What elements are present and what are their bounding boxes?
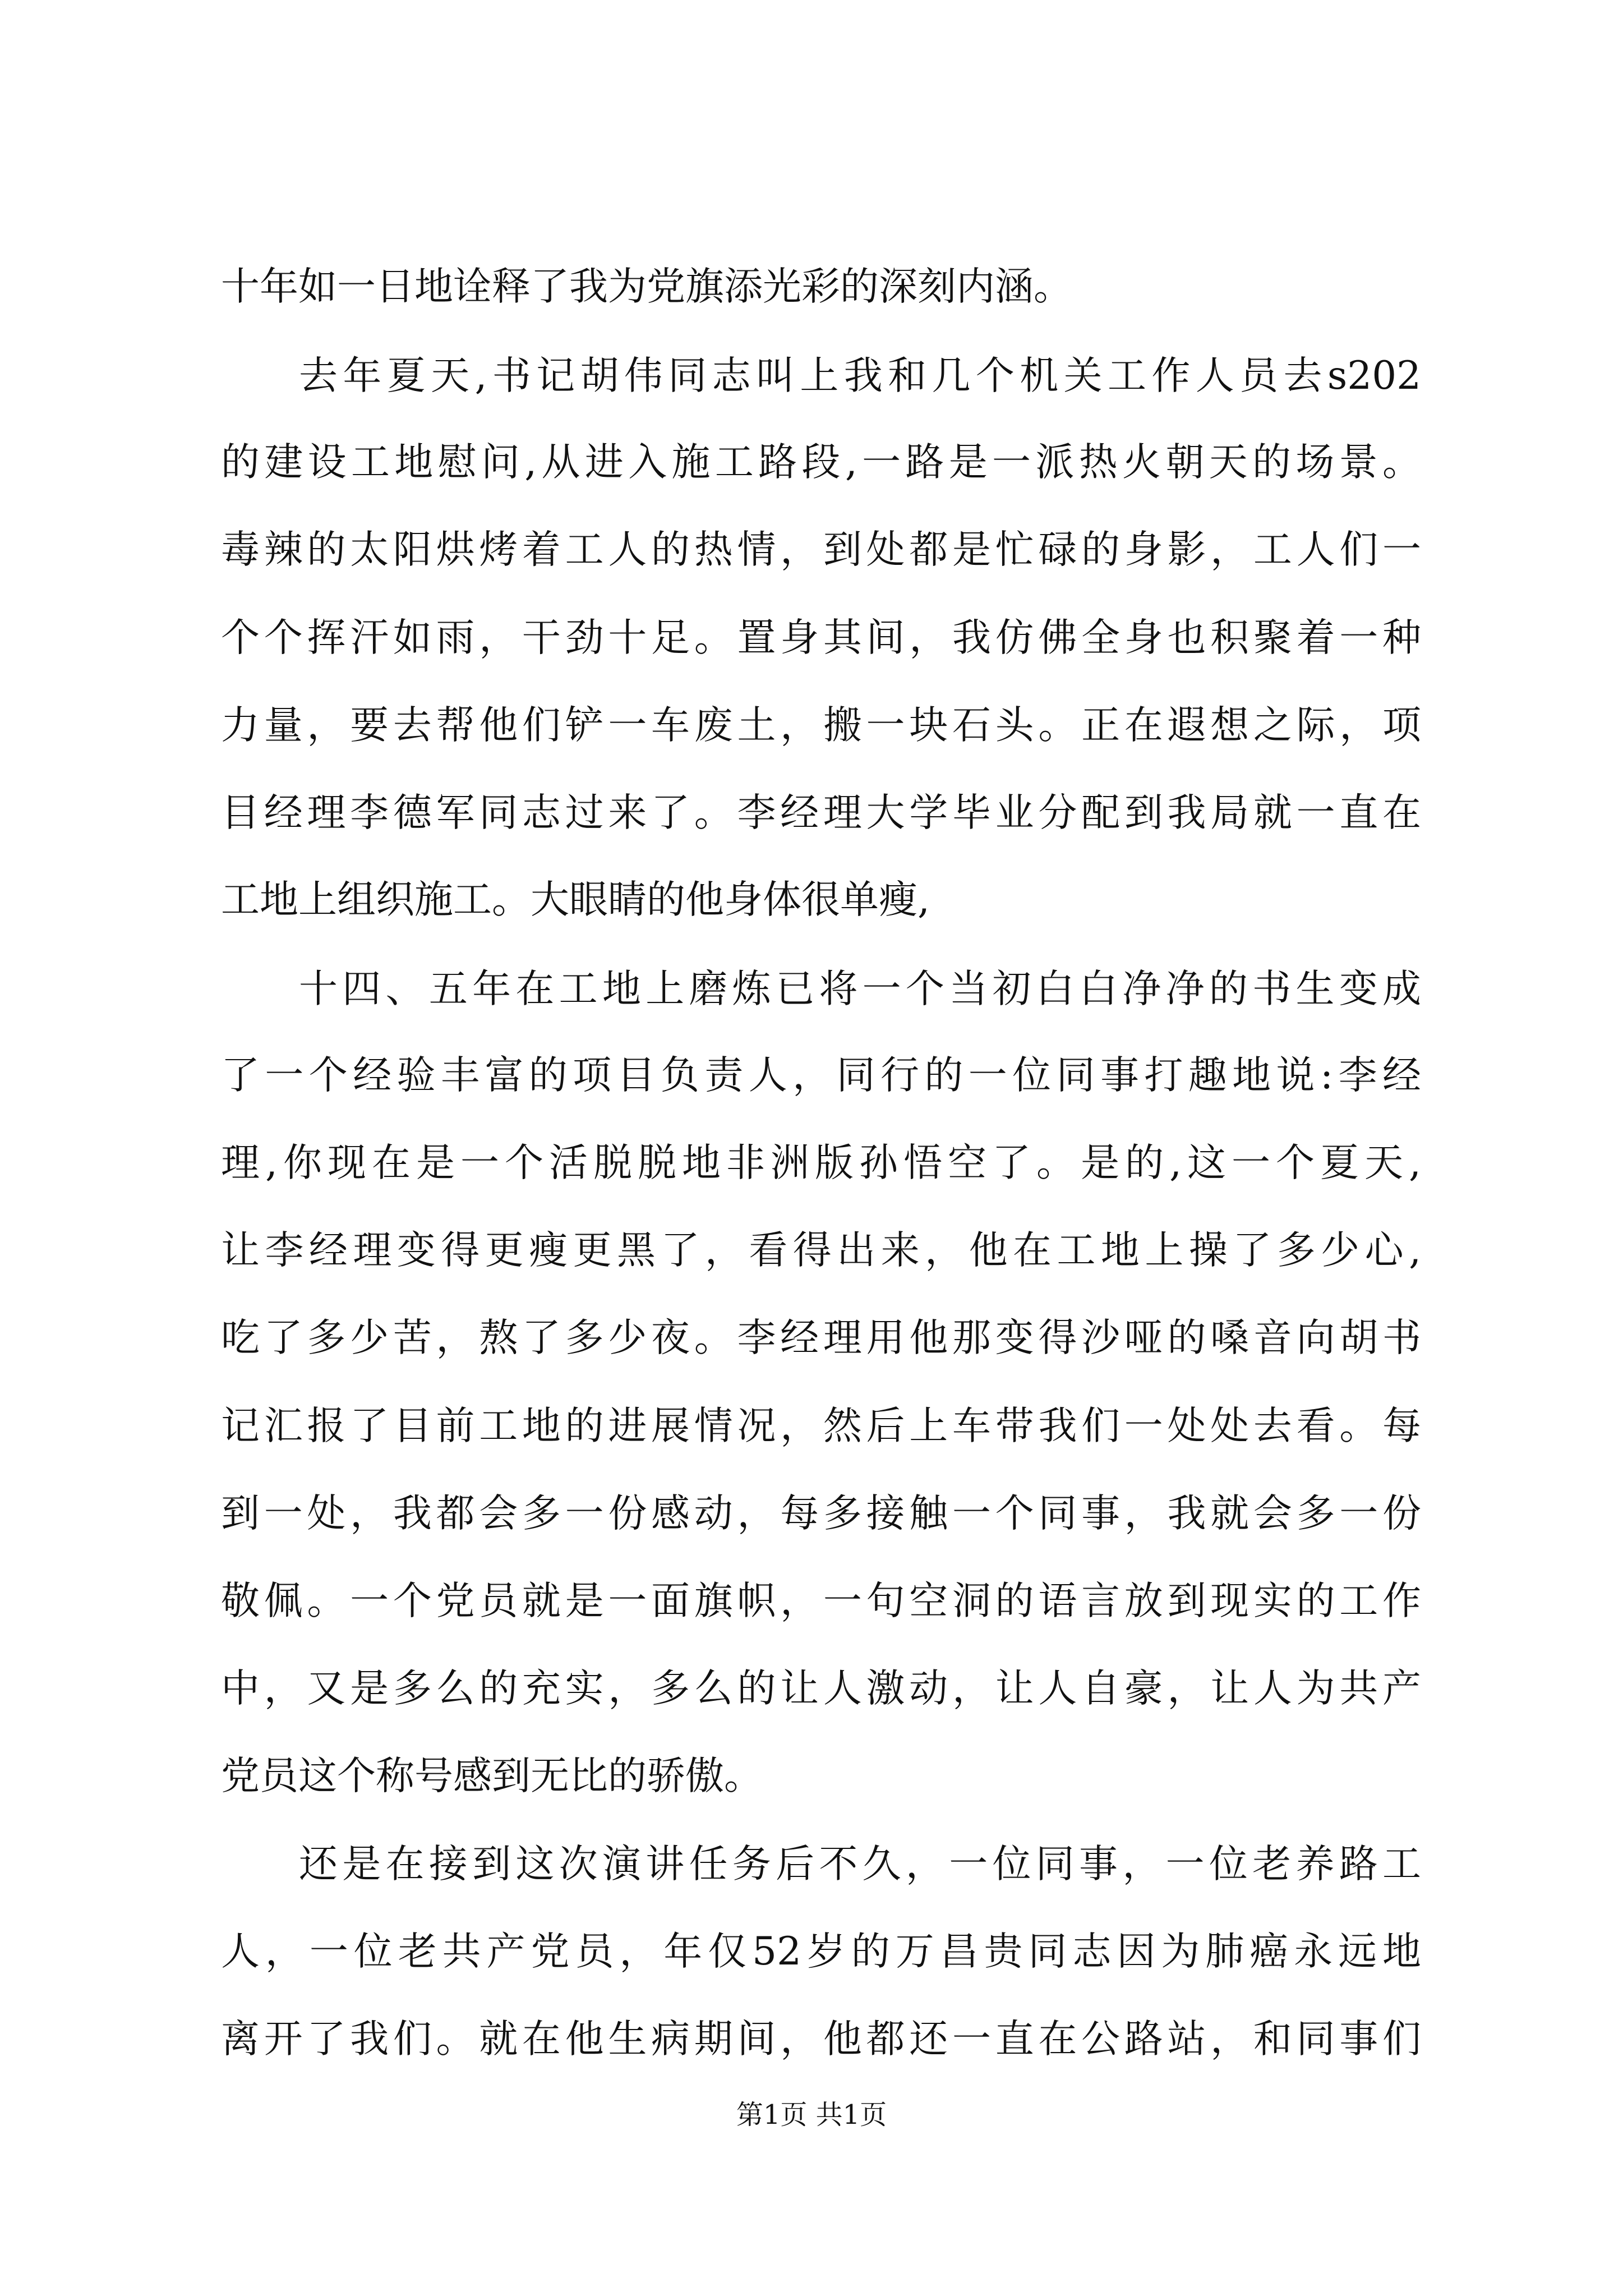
body-line-4: 毒辣的太阳烘烤着工人的热情，到处都是忙碌的身影，工人们一 xyxy=(221,527,1421,572)
body-line-20: 人，一位老共产党员，年仅52岁的万昌贵同志因为肺癌永远地 xyxy=(221,1929,1421,1974)
body-line-8: 工地上组织施工。大眼睛的他身体很单瘦, xyxy=(221,877,930,922)
body-line-14: 记汇报了目前工地的进展情况，然后上车带我们一处处去看。每 xyxy=(221,1404,1421,1448)
body-line-18: 党员这个称号感到无比的骄傲。 xyxy=(221,1754,763,1798)
body-line-16: 敬佩。一个党员就是一面旗帜，一句空洞的语言放到现实的工作 xyxy=(221,1579,1421,1623)
body-line-11: 理,你现在是一个活脱脱地非洲版孙悟空了。是的,这一个夏天, xyxy=(221,1140,1421,1185)
page-footer: 第1页 共1页 xyxy=(736,2099,887,2131)
body-line-1: 十年如一日地诠释了我为党旗添光彩的深刻内涵。 xyxy=(221,264,1072,309)
body-line-5: 个个挥汗如雨，干劲十足。置身其间，我仿佛全身也积聚着一种 xyxy=(221,615,1421,660)
body-line-10: 了一个经验丰富的项目负责人，同行的一位同事打趣地说:李经 xyxy=(221,1053,1421,1098)
body-line-12: 让李经理变得更瘦更黑了，看得出来，他在工地上操了多少心, xyxy=(221,1228,1421,1273)
body-line-9: 十四、五年在工地上磨炼已将一个当初白白净净的书生变成 xyxy=(299,967,1421,1011)
body-line-6: 力量，要去帮他们铲一车废土，搬一块石头。正在遐想之际，项 xyxy=(221,703,1421,748)
body-line-19: 还是在接到这次演讲任务后不久，一位同事，一位老养路工 xyxy=(299,1842,1421,1887)
body-line-15: 到一处，我都会多一份感动，每多接触一个同事，我就会多一份 xyxy=(221,1491,1421,1536)
body-line-3: 的建设工地慰问,从进入施工路段,一路是一派热火朝天的场景。 xyxy=(221,440,1421,485)
body-line-2: 去年夏天,书记胡伟同志叫上我和几个机关工作人员去s202 xyxy=(299,353,1421,398)
body-line-21: 离开了我们。就在他生病期间，他都还一直在公路站，和同事们 xyxy=(221,2017,1421,2062)
body-line-13: 吃了多少苦，熬了多少夜。李经理用他那变得沙哑的嗓音向胡书 xyxy=(221,1315,1421,1360)
body-line-7: 目经理李德军同志过来了。李经理大学毕业分配到我局就一直在 xyxy=(221,790,1421,835)
body-line-17: 中，又是多么的充实，多么的让人激动，让人自豪，让人为共产 xyxy=(221,1666,1421,1711)
